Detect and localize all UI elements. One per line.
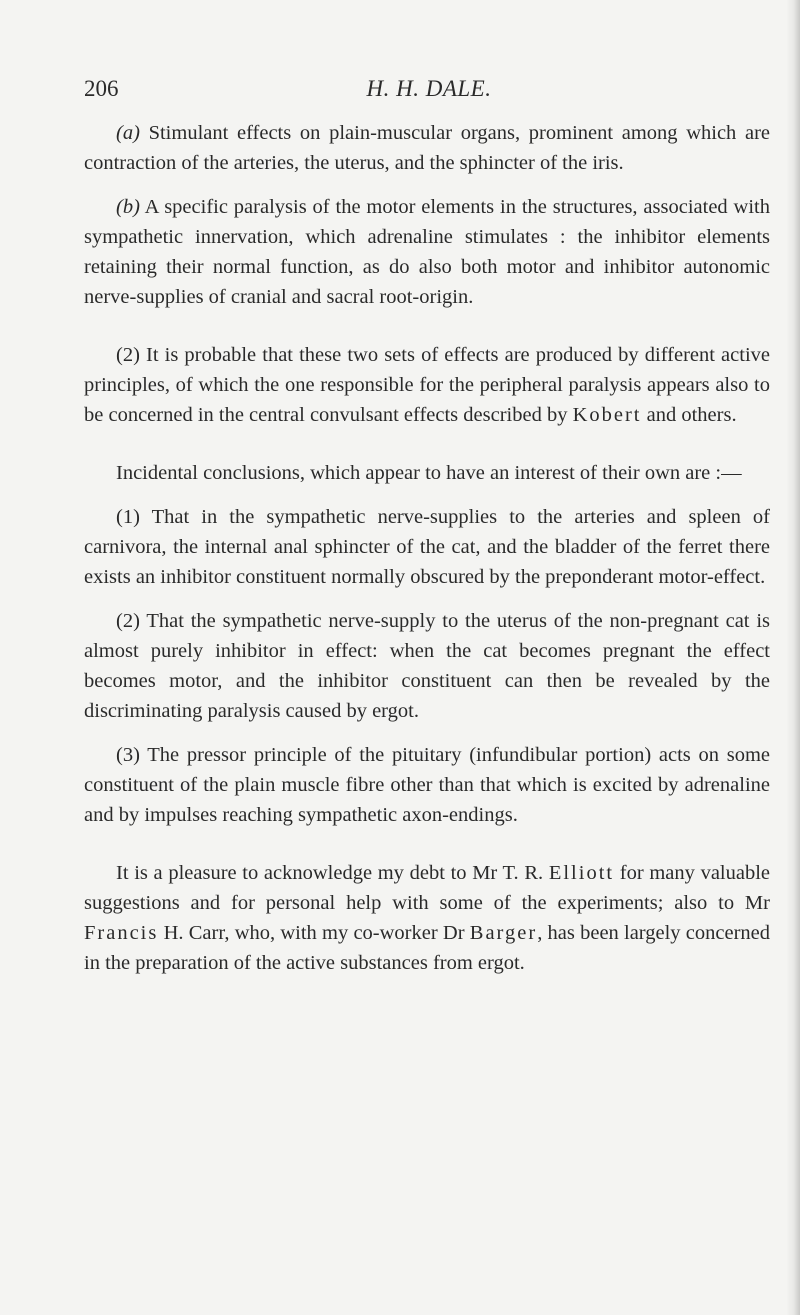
page-number: 206 [84, 76, 119, 101]
paragraph-incidental-2: (2) That the sympathetic nerve-supply to the uterus of the non-pregnant cat is almost purely inhibitor in effect: when the cat becomes pregnant the effect becomes motor, and the inhibitor constituent can then be revealed by the discriminating paralysis caused by ergot. [84, 610, 770, 722]
running-head: H. H. DALE. [366, 76, 492, 101]
paragraph-conclusion-2-end: and others. [646, 404, 737, 426]
paragraph-incidental: Incidental conclusions, which appear to have an interest of their own are :— [116, 462, 742, 484]
ack-part-2: for many valuable suggestions and for personal help with some of the experiments; also to Mr [84, 862, 771, 914]
author-name-kobert: Kobert [572, 404, 642, 426]
body-text [84, 118, 770, 978]
paragraph-b [84, 192, 770, 312]
paragraph-b-text: A specific paralysis of the motor elements in the structures, associated with sympathetic innervation, which adrenaline stimulates : the inhibitor elements retaining their normal function, as do also both motor and inhibitor autonomic nerve-supplies of cranial and sacral root-origin. [84, 196, 770, 308]
paragraph-incidental-3: (3) The pressor principle of the pituitary (infundibular portion) acts on some constituent of the plain muscle fibre other than that which is excited by adrenaline and by impulses reaching sympathetic axon-endings. [84, 744, 770, 826]
ack-part-1: It is a pleasure to acknowledge my debt to Mr T. R. [116, 862, 544, 884]
label-a: (a) [116, 122, 140, 144]
author-name-elliott: Elliott [548, 862, 615, 884]
ack-part-3: H. Carr, who, with my co-worker Dr [163, 922, 465, 944]
page-edge-shadow [786, 0, 800, 1315]
paragraph-acknowledgement [84, 858, 770, 978]
ack-part-4: , has been largely concerned in the preparation of the active substances from ergot. [84, 922, 771, 974]
page-header [84, 76, 774, 116]
paragraph-conclusion-2 [84, 340, 770, 430]
paragraph-conclusion-2-text: (2) It is probable that these two sets of effects are produced by different active principles, of which the one responsible for the peripheral paralysis appears also to be concerned in the central convulsant effects described by [84, 344, 770, 426]
author-name-francis: Francis [84, 922, 159, 944]
paragraph-a-text: Stimulant effects on plain-muscular organs, prominent among which are contraction of the arteries, the uterus, and the sphincter of the iris. [84, 122, 770, 174]
paragraph-incidental-1: (1) That in the sympathetic nerve-supplies to the arteries and spleen of carnivora, the internal anal sphincter of the cat, and the bladder of the ferret there exists an inhibitor constituent normally obscured by the preponderant motor-effect. [84, 506, 770, 588]
author-name-barger: Barger [469, 922, 538, 944]
paragraph-a [84, 118, 770, 178]
label-b: (b) [116, 196, 140, 218]
